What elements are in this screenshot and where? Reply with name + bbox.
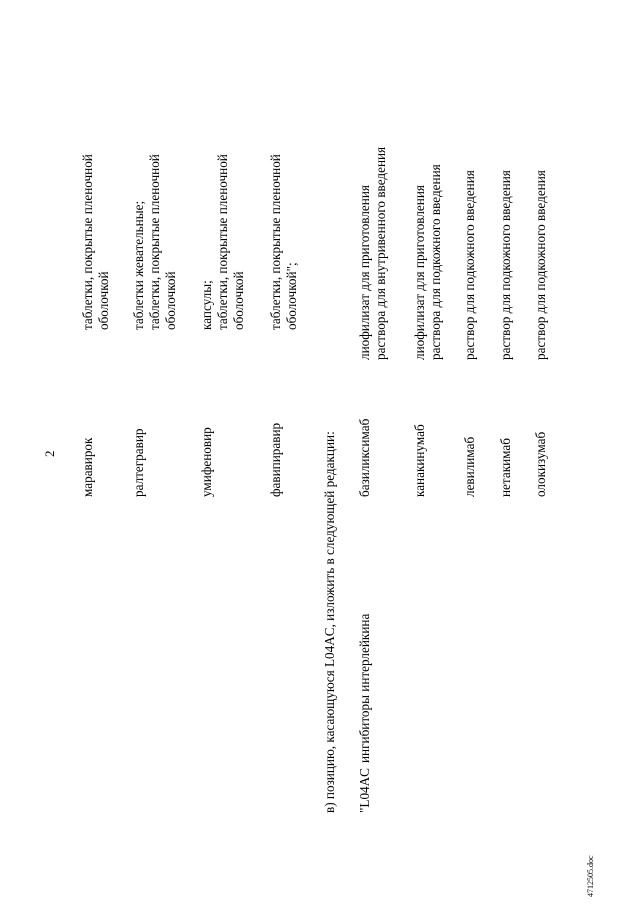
drug-form: капсулы; bbox=[199, 280, 214, 330]
file-name-footer: 4712505.doc bbox=[586, 855, 595, 897]
drug-name: канакинумаб bbox=[412, 424, 427, 497]
drug-form: раствор для подкожного введения bbox=[498, 170, 513, 360]
drug-name: базиликсимаб bbox=[357, 418, 372, 497]
drug-name: левилимаб bbox=[462, 436, 477, 497]
drug-form: оболочкой"; bbox=[284, 262, 299, 330]
drug-name: олокизумаб bbox=[533, 431, 548, 497]
drug-form: оболочкой bbox=[96, 271, 111, 330]
group-code: "L04AC bbox=[357, 768, 372, 813]
drug-form: раствора для подкожного введения bbox=[428, 164, 443, 360]
drug-form: раствора для внутривенного введения bbox=[373, 146, 388, 360]
drug-form: таблетки, покрытые пленочной bbox=[215, 154, 230, 330]
drug-form: раствор для подкожного введения bbox=[462, 170, 477, 360]
group-title: ингибиторы интерлейкина bbox=[357, 613, 372, 763]
section-instruction: в) позицию, касающуюся L04AC, изложить в следующей редакции: bbox=[322, 431, 337, 813]
drug-name: нетакимаб bbox=[498, 438, 513, 497]
drug-name: умифеновир bbox=[199, 427, 214, 497]
drug-name: ралтегравир bbox=[131, 428, 146, 497]
drug-form: лиофилизат для приготовления bbox=[357, 185, 372, 360]
drug-name: фавипиравир bbox=[268, 422, 283, 497]
drug-form: таблетки, покрытые пленочной bbox=[268, 154, 283, 330]
drug-form: таблетки, покрытые пленочной bbox=[147, 154, 162, 330]
drug-form: оболочкой bbox=[163, 271, 178, 330]
drug-form: лиофилизат для приготовления bbox=[412, 185, 427, 360]
drug-form: раствор для подкожного введения bbox=[533, 170, 548, 360]
drug-name: маравирок bbox=[80, 437, 95, 497]
drug-form: оболочкой bbox=[231, 271, 246, 330]
drug-form: таблетки жевательные; bbox=[131, 200, 146, 330]
drug-form: таблетки, покрытые пленочной bbox=[80, 154, 95, 330]
page-number: 2 bbox=[42, 450, 57, 457]
